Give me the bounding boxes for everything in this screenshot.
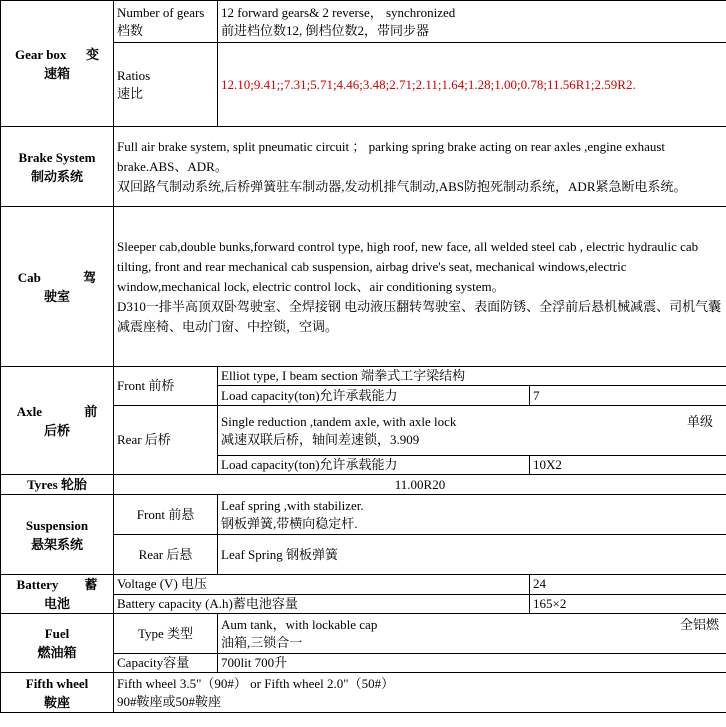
rear-suspension-value: Leaf Spring 钢板弹簧 bbox=[218, 535, 726, 575]
gears-label: Number of gears 档数 bbox=[114, 1, 218, 43]
front-axle-load-value: 7 bbox=[530, 386, 726, 406]
ratios-value: 12.10;9.41;;7.31;5.71;4.46;3.48;2.71;2.11;1.64;1.28;1.00;0.78;11.56R1;2.59R2. bbox=[218, 43, 726, 127]
battery-capacity-label: Battery capacity (A.h)蓄电池容量 bbox=[114, 594, 530, 614]
fifth-wheel-value: Fifth wheel 3.5"（90#） or Fifth wheel 2.0"（50#） 90#鞍座或50#鞍座 bbox=[114, 673, 726, 713]
fuel-capacity-value: 700lit 700升 bbox=[218, 654, 726, 673]
battery-capacity-value: 165×2 bbox=[530, 594, 726, 614]
tyres-category: Tyres 轮胎 bbox=[1, 475, 114, 495]
fuel-category: Fuel 燃油箱 bbox=[1, 614, 114, 673]
fifth-wheel-category: Fifth wheel 鞍座 bbox=[1, 673, 114, 713]
cab-value: Sleeper cab,double bunks,forward control type, high roof, new face, all welded steel cab , electric hydraulic cab tilting, front and rear mechanical cab suspension, airbag drive's seat, mechanical windows,electric window,mechanical lock, electric control lock、air conditioning system。 D310一排半高顶双卧驾驶室、全焊接钢 电动液压翻转驾驶室、表面防锈、全浮前后悬机械减震、司机气囊减震座椅、电动门窗、中控锁，空调。 bbox=[114, 207, 726, 367]
front-axle-type: Elliot type, I beam section 端拳式工字梁结构 bbox=[218, 367, 726, 386]
battery-category: Battery 蓄 电池 bbox=[1, 575, 114, 614]
front-axle-load-label: Load capacity(ton)允许承载能力 bbox=[218, 386, 530, 406]
tyres-value: 11.00R20 bbox=[114, 475, 726, 495]
brake-value: Full air brake system, split pneumatic circuit ； parking spring brake acting on rear axles ,engine exhaust brake.ABS、ADR。 双回路气制动系统,后桥弹簧驻车制动器,发动机排气制动,ABS防抱死制动系统，ADR紧急断电系统。 bbox=[114, 127, 726, 207]
rear-axle-load-value: 10X2 bbox=[530, 456, 726, 475]
fuel-capacity-label: Capacity容量 bbox=[114, 654, 218, 673]
rear-axle-type: Single reduction ,tandem axle, with axle lock 单级 减速双联后桥，轴间差速锁，3.909 bbox=[218, 406, 726, 456]
gears-value: 12 forward gears& 2 reverse， synchronized 前进档位数12, 倒档位数2，带同步器 bbox=[218, 1, 726, 43]
voltage-value: 24 bbox=[530, 575, 726, 595]
brake-category: Brake System 制动系统 bbox=[1, 127, 114, 207]
front-axle-label: Front 前桥 bbox=[114, 367, 218, 406]
gearbox-category: Gear box 变 速箱 bbox=[1, 1, 114, 127]
rear-suspension-label: Rear 后悬 bbox=[114, 535, 218, 575]
cab-category: Cab 驾 驶室 bbox=[1, 207, 114, 367]
front-suspension-value: Leaf spring ,with stabilizer. 钢板弹簧,带横向稳定杆. bbox=[218, 495, 726, 535]
front-suspension-label: Front 前悬 bbox=[114, 495, 218, 535]
fuel-type-value: Aum tank，with lockable cap 全铝燃 油箱,三锁合一 bbox=[218, 614, 726, 654]
suspension-category: Suspension 悬架系统 bbox=[1, 495, 114, 575]
ratios-label: Ratios 速比 bbox=[114, 43, 218, 127]
rear-axle-load-label: Load capacity(ton)允许承载能力 bbox=[218, 456, 530, 475]
axle-category: Axle 前 后桥 bbox=[1, 367, 114, 475]
rear-axle-label: Rear 后桥 bbox=[114, 406, 218, 475]
fuel-type-label: Type 类型 bbox=[114, 614, 218, 654]
voltage-label: Voltage (V) 电压 bbox=[114, 575, 530, 595]
